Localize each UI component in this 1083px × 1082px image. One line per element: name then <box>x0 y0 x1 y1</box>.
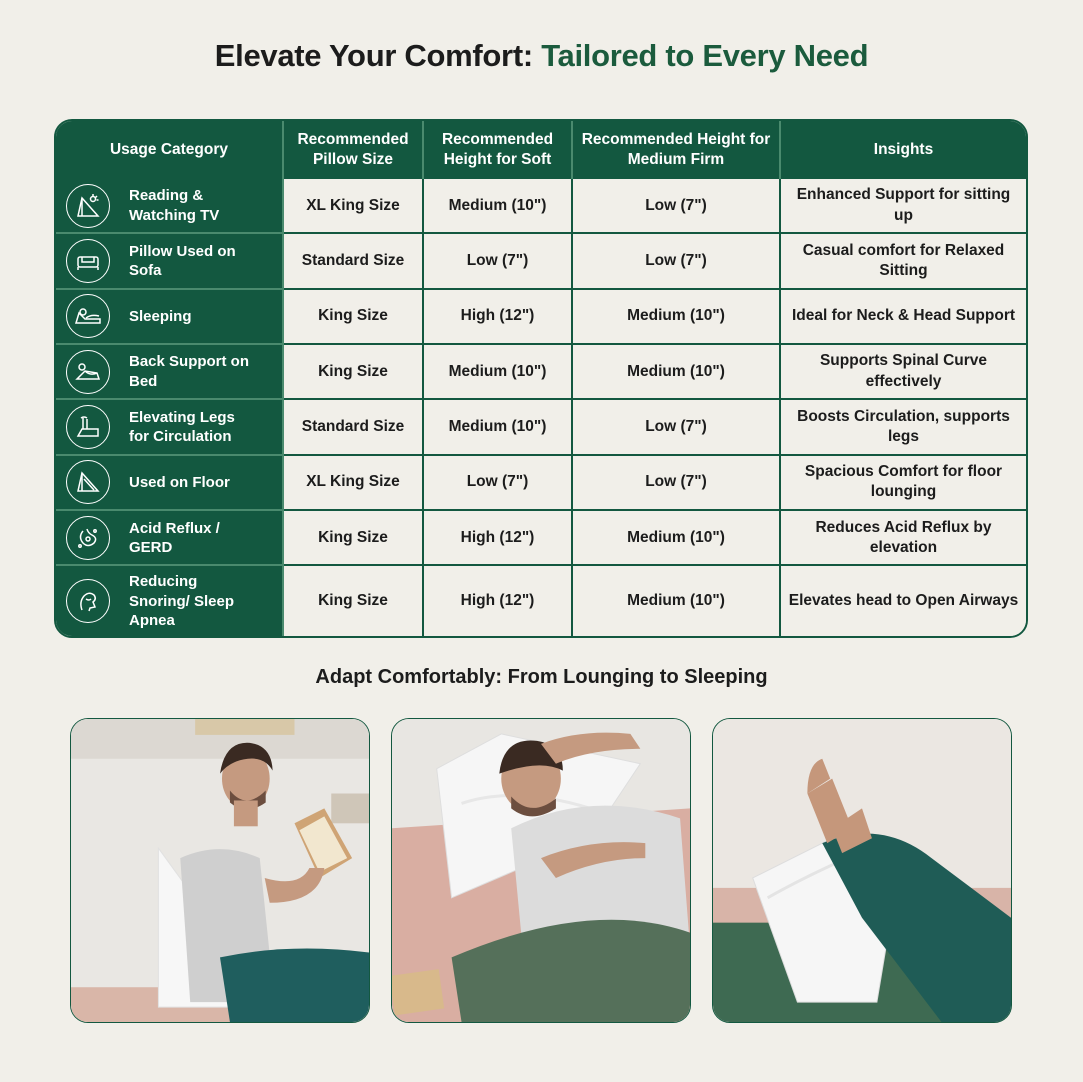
usage-table <box>54 119 1028 638</box>
table-row <box>56 565 1026 636</box>
medium-firm-height-cell: Low (7") <box>572 399 780 454</box>
title-part-1: Elevate Your Comfort: <box>214 38 542 73</box>
sleeping-icon <box>66 294 110 338</box>
category-label: Acid Reflux / GERD <box>129 519 220 556</box>
category-cell <box>56 510 283 565</box>
category-cell <box>56 233 283 288</box>
soft-height-cell: Low (7") <box>423 455 572 510</box>
category-cell <box>56 179 283 233</box>
insight-cell: Boosts Circulation, supports legs <box>780 399 1026 454</box>
medium-firm-height-cell: Low (7") <box>572 179 780 233</box>
table-row <box>56 233 1026 288</box>
photo-reading <box>70 718 370 1023</box>
sofa-icon <box>66 239 110 283</box>
category-cell <box>56 399 283 454</box>
soft-height-cell: High (12") <box>423 289 572 344</box>
category-label: Back Support on Bed <box>129 353 250 390</box>
pillow-size-cell: Standard Size <box>283 233 423 288</box>
category-label: Reducing Snoring/ Sleep Apnea <box>129 573 235 629</box>
soft-height-cell: Medium (10") <box>423 344 572 399</box>
category-label: Sleeping <box>129 307 192 325</box>
table-header-row <box>56 121 1026 179</box>
soft-height-cell: Medium (10") <box>423 179 572 233</box>
insight-cell: Enhanced Support for sitting up <box>780 179 1026 233</box>
category-label: Elevating Legs for Circulation <box>129 408 235 445</box>
table-row <box>56 455 1026 510</box>
insight-cell: Casual comfort for Relaxed Sitting <box>780 233 1026 288</box>
leg-elevation-icon <box>66 405 110 449</box>
floor-wedge-icon <box>66 460 110 504</box>
category-cell <box>56 289 283 344</box>
table-row <box>56 510 1026 565</box>
medium-firm-height-cell: Low (7") <box>572 455 780 510</box>
reading-icon <box>66 184 110 228</box>
header-usage-category: Usage Category <box>56 121 283 179</box>
category-label: Used on Floor <box>129 473 230 491</box>
table-row <box>56 399 1026 454</box>
soft-height-cell: Medium (10") <box>423 399 572 454</box>
table-row <box>56 179 1026 233</box>
category-cell <box>56 565 283 636</box>
medium-firm-height-cell: Medium (10") <box>572 510 780 565</box>
insight-cell: Reduces Acid Reflux by elevation <box>780 510 1026 565</box>
back-support-icon <box>66 350 110 394</box>
pillow-size-cell: King Size <box>283 289 423 344</box>
header-insights: Insights <box>780 121 1026 179</box>
pillow-size-cell: Standard Size <box>283 399 423 454</box>
soft-height-cell: High (12") <box>423 510 572 565</box>
header-height-soft: Recommended Height for Soft <box>423 121 572 179</box>
category-cell <box>56 455 283 510</box>
category-cell <box>56 344 283 399</box>
pillow-size-cell: King Size <box>283 344 423 399</box>
category-label: Pillow Used on Sofa <box>129 242 236 279</box>
insight-cell: Ideal for Neck & Head Support <box>780 289 1026 344</box>
insight-cell: Spacious Comfort for floor lounging <box>780 455 1026 510</box>
table-row <box>56 344 1026 399</box>
pillow-size-cell: King Size <box>283 565 423 636</box>
section-subtitle: Adapt Comfortably: From Lounging to Sleeping <box>315 666 768 688</box>
title-part-2: Tailored to Every Need <box>541 38 869 73</box>
header-pillow-size: Recommended Pillow Size <box>283 121 423 179</box>
acid-reflux-icon <box>66 516 110 560</box>
category-label: Reading & Watching TV <box>129 187 220 224</box>
insight-cell: Elevates head to Open Airways <box>780 565 1026 636</box>
snoring-icon <box>66 579 110 623</box>
soft-height-cell: High (12") <box>423 565 572 636</box>
medium-firm-height-cell: Medium (10") <box>572 289 780 344</box>
soft-height-cell: Low (7") <box>423 233 572 288</box>
pillow-size-cell: XL King Size <box>283 179 423 233</box>
page-title <box>0 38 1083 74</box>
insight-cell: Supports Spinal Curve effectively <box>780 344 1026 399</box>
pillow-size-cell: XL King Size <box>283 455 423 510</box>
pillow-size-cell: King Size <box>283 510 423 565</box>
photo-legs-elevated <box>712 718 1012 1023</box>
header-height-medium-firm: Recommended Height for Medium Firm <box>572 121 780 179</box>
medium-firm-height-cell: Medium (10") <box>572 565 780 636</box>
medium-firm-height-cell: Low (7") <box>572 233 780 288</box>
table-row <box>56 289 1026 344</box>
photo-sleeping <box>391 718 691 1023</box>
medium-firm-height-cell: Medium (10") <box>572 344 780 399</box>
